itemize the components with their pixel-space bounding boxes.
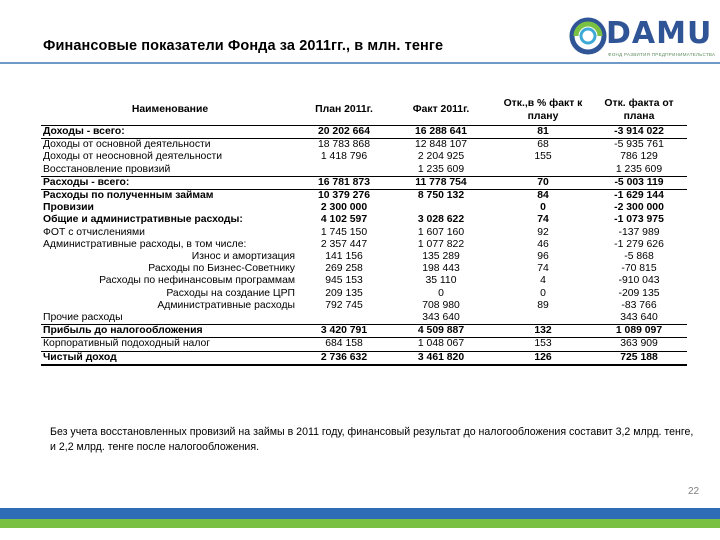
- row-plan-cell: 20 202 664: [301, 126, 387, 139]
- logo-subtitle: ФОНД РАЗВИТИЯ ПРЕДПРИНИМАТЕЛЬСТВА: [608, 52, 716, 57]
- row-fact-cell: 1 048 067: [387, 338, 495, 351]
- row-plan-cell: 1 418 796: [320, 151, 368, 163]
- row-fact-cell: 11 778 754: [387, 176, 495, 189]
- table-row: [41, 263, 687, 275]
- row-name-cell: Расходы по нефинансовым программам: [99, 275, 295, 287]
- table-row: [41, 288, 687, 300]
- row-name-cell: Доходы - всего:: [41, 126, 301, 139]
- row-plan-cell: 18 783 868: [317, 139, 370, 151]
- table-row: [41, 190, 687, 203]
- row-name-cell: Провизии: [43, 202, 94, 214]
- table-row: [41, 338, 687, 351]
- row-plan-cell: 2 300 000: [320, 202, 368, 214]
- row-name-cell: Расходы на создание ЦРП: [166, 287, 295, 299]
- row-name-cell: Административные расходы, в том числе:: [43, 238, 247, 250]
- row-pct-cell: 0: [540, 287, 546, 299]
- row-dev-cell: -5 003 119: [591, 176, 687, 189]
- header-name: Наименование: [41, 94, 301, 126]
- row-plan-cell: 209 135: [325, 287, 363, 299]
- row-fact-cell: 2 204 925: [417, 151, 465, 163]
- row-fact-cell: 1 077 822: [417, 238, 465, 250]
- row-plan-cell: 4 102 597: [320, 214, 368, 226]
- row-dev-cell: 1 235 609: [591, 164, 687, 177]
- row-plan-cell: 141 156: [325, 251, 363, 263]
- row-pct-cell: 70: [495, 176, 591, 189]
- row-plan-cell: 3 420 791: [301, 325, 387, 338]
- row-plan-cell: 684 158: [301, 338, 387, 351]
- footer-bar-blue: [0, 508, 720, 519]
- row-name-cell: Расходы - всего:: [41, 176, 301, 189]
- row-pct-cell: 74: [537, 214, 549, 226]
- row-dev-cell: -5 868: [624, 251, 654, 263]
- row-fact-cell: 8 750 132: [417, 190, 465, 202]
- row-dev-cell: -1 073 975: [614, 214, 664, 226]
- logo-rings-icon: [568, 16, 608, 56]
- row-dev-cell: -910 043: [618, 275, 660, 287]
- row-fact-cell: 0: [438, 287, 444, 299]
- row-pct-cell: 153: [495, 338, 591, 351]
- row-pct-cell: 155: [534, 151, 552, 163]
- row-plan-cell: [301, 312, 387, 325]
- row-dev-cell: 1 089 097: [591, 325, 687, 338]
- row-fact-cell: 343 640: [387, 312, 495, 325]
- row-dev-cell: 343 640: [591, 312, 687, 325]
- row-fact-cell: 1 235 609: [387, 164, 495, 177]
- table-row: [41, 275, 687, 287]
- logo-text: DAMU: [606, 16, 713, 51]
- row-dev-cell: -70 815: [621, 263, 657, 275]
- footer-bar-green: [0, 519, 720, 528]
- row-name-cell: Расходы по полученным займам: [43, 190, 214, 202]
- row-fact-cell: 708 980: [422, 299, 460, 311]
- table-row: [41, 126, 687, 139]
- header-plan: План 2011г.: [301, 94, 387, 126]
- table-row: [41, 151, 687, 163]
- page-title: Финансовые показатели Фонда за 2011гг., в млн. тенге: [43, 38, 444, 54]
- footnote: Без учета восстановленных провизий на займы в 2011 году, финансовый результат до налогообложения составит 3,2 млрд. тенге, и 2,2 млрд. тенге после налогообложения.: [50, 426, 694, 453]
- row-fact-cell: 16 288 641: [387, 126, 495, 139]
- row-fact-cell: 4 509 887: [387, 325, 495, 338]
- table-row: [41, 351, 687, 365]
- row-plan-cell: [301, 164, 387, 177]
- row-plan-cell: 10 379 276: [317, 190, 370, 202]
- row-plan-cell: 945 153: [325, 275, 363, 287]
- header-divider: [0, 62, 720, 64]
- row-name-cell: Общие и административные расходы:: [43, 214, 243, 226]
- row-name-cell: Корпоративный подоходный налог: [41, 338, 301, 351]
- row-name-cell: Восстановление провизий: [41, 164, 301, 177]
- row-name-cell: Прочие расходы: [41, 312, 301, 325]
- row-pct-cell: [495, 312, 591, 325]
- row-plan-cell: 1 745 150: [320, 226, 368, 238]
- row-pct-cell: 74: [537, 263, 549, 275]
- row-dev-cell: -83 766: [621, 299, 657, 311]
- row-name-cell: Административные расходы: [157, 299, 295, 311]
- row-name-cell: Доходы от неосновной деятельности: [43, 151, 223, 163]
- row-dev-cell: -2 300 000: [614, 202, 664, 214]
- header-pct: Отк.,в % факт к плану: [495, 94, 591, 126]
- row-dev-cell: 363 909: [591, 338, 687, 351]
- row-dev-cell: -137 989: [618, 226, 660, 238]
- table-row: [41, 239, 687, 251]
- row-fact-cell: 35 110: [425, 275, 457, 287]
- row-pct-cell: 46: [537, 238, 549, 250]
- row-pct-cell: 0: [540, 202, 546, 214]
- row-name-cell: Износ и амортизация: [191, 251, 295, 263]
- row-name-cell: ФОТ с отчислениями: [43, 226, 145, 238]
- table-row: [41, 164, 687, 177]
- row-name-cell: Прибыль до налогообложения: [41, 325, 301, 338]
- row-name-cell: Расходы по Бизнес-Советнику: [148, 263, 295, 275]
- row-pct-cell: 4: [540, 275, 546, 287]
- table-row: [41, 176, 687, 189]
- row-pct-cell: 96: [537, 251, 549, 263]
- row-plan-cell: 2 357 447: [320, 238, 368, 250]
- row-dev-cell: 786 129: [620, 151, 658, 163]
- table-row: [41, 312, 687, 325]
- row-dev-cell: -3 914 022: [591, 126, 687, 139]
- row-fact-cell: 198 443: [422, 263, 460, 275]
- row-pct-cell: 89: [537, 299, 549, 311]
- row-pct-cell: 81: [495, 126, 591, 139]
- row-dev-cell: -1 279 626: [614, 238, 664, 250]
- row-fact-cell: 3 461 820: [387, 351, 495, 365]
- row-dev-cell: -5 935 761: [614, 139, 664, 151]
- row-dev-cell: 725 188: [591, 351, 687, 365]
- header-dev: Отк. факта от плана: [591, 94, 687, 126]
- damu-logo: [568, 14, 716, 60]
- table-row: [41, 251, 687, 263]
- row-fact-cell: 12 848 107: [414, 139, 467, 151]
- row-dev-cell: -1 629 144: [614, 190, 664, 202]
- row-fact-cell: [387, 202, 495, 214]
- row-name-cell: Доходы от основной деятельности: [43, 139, 211, 151]
- row-plan-cell: 16 781 873: [301, 176, 387, 189]
- header-fact: Факт 2011г.: [387, 94, 495, 126]
- row-pct-cell: 68: [537, 139, 549, 151]
- row-pct-cell: [495, 164, 591, 177]
- row-name-cell: Чистый доход: [41, 351, 301, 365]
- table-row: [41, 325, 687, 338]
- table-row: [41, 227, 687, 239]
- row-plan-cell: 2 736 632: [301, 351, 387, 365]
- table-header-row: [41, 94, 687, 126]
- table-row: [41, 300, 687, 312]
- row-plan-cell: 269 258: [325, 263, 363, 275]
- row-pct-cell: 92: [537, 226, 549, 238]
- financial-table: [41, 94, 687, 366]
- row-pct-cell: 84: [537, 190, 549, 202]
- table-row: [41, 139, 687, 152]
- row-fact-cell: 3 028 622: [417, 214, 465, 226]
- row-fact-cell: 1 607 160: [417, 226, 465, 238]
- row-fact-cell: 135 289: [422, 251, 460, 263]
- row-pct-cell: 132: [495, 325, 591, 338]
- table-row: [41, 214, 687, 226]
- page-number: 22: [688, 486, 700, 497]
- row-dev-cell: -209 135: [618, 287, 660, 299]
- row-pct-cell: 126: [495, 351, 591, 365]
- table-row: [41, 202, 687, 214]
- row-plan-cell: 792 745: [325, 299, 363, 311]
